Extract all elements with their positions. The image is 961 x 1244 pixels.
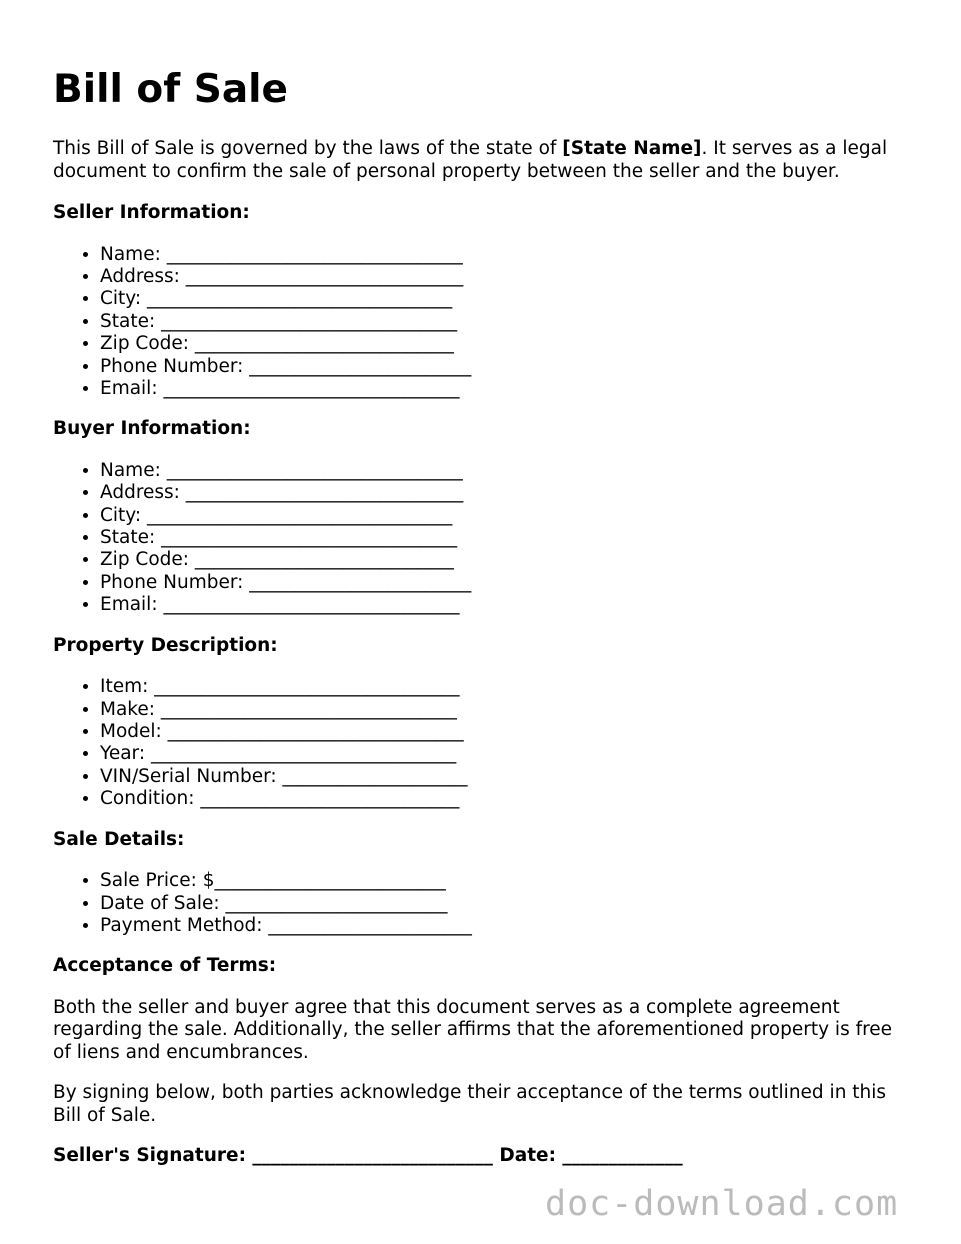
buyer-state-field: • State: ________________________________ — [100, 527, 913, 549]
buyer-name-field: • Name: ________________________________ — [100, 460, 913, 482]
seller-signature-line: Seller's Signature: __________________________ Date: _____________ — [53, 1145, 683, 1167]
seller-phone-field: • Phone Number: ________________________ — [100, 356, 913, 378]
acceptance-heading: Acceptance of Terms: — [53, 955, 277, 977]
buyer-phone-field: • Phone Number: ________________________ — [100, 572, 913, 594]
property-condition-field: • Condition: ____________________________ — [100, 788, 913, 810]
sale-list — [53, 870, 913, 937]
document-page — [53, 66, 913, 1168]
property-year-field: • Year: _________________________________ — [100, 743, 913, 765]
sale-date-field: • Date of Sale: ________________________ — [100, 893, 913, 915]
property-make-field: • Make: ________________________________ — [100, 699, 913, 721]
seller-name-field: • Name: ________________________________ — [100, 244, 913, 266]
watermark: doc-download.com — [545, 1184, 899, 1224]
buyer-address-field: • Address: ______________________________ — [100, 482, 913, 504]
buyer-zip-field: • Zip Code: ____________________________ — [100, 549, 913, 571]
sale-price-field: • Sale Price: $_________________________ — [100, 870, 913, 892]
state-name-placeholder: [State Name] — [562, 138, 702, 159]
intro-text-after: . It serves as a legal document to confirm the sale of personal property between the seller and the buyer. — [53, 138, 888, 182]
buyer-heading: Buyer Information: — [53, 418, 251, 440]
signing-paragraph: By signing below, both parties acknowledge their acceptance of the terms outlined in this Bill of Sale. — [53, 1082, 887, 1126]
seller-address-field: • Address: ______________________________ — [100, 266, 913, 288]
buyer-email-field: • Email: ________________________________ — [100, 594, 913, 616]
payment-method-field: • Payment Method: ______________________ — [100, 915, 913, 937]
buyer-city-field: • City: _________________________________ — [100, 505, 913, 527]
acceptance-paragraph: Both the seller and buyer agree that this document serves as a complete agreement regarding the sale. Additionally, the seller affirms that the aforementioned property is free of liens and encumbrances. — [53, 996, 893, 1063]
property-heading: Property Description: — [53, 634, 278, 656]
seller-list — [53, 244, 913, 401]
seller-city-field: • City: _________________________________ — [100, 288, 913, 310]
intro-text-before: This Bill of Sale is governed by the laws of the state of — [53, 138, 563, 159]
property-item-field: • Item: _________________________________ — [100, 676, 913, 698]
property-list — [53, 676, 913, 810]
seller-state-field: • State: ________________________________ — [100, 311, 913, 333]
intro-paragraph — [53, 138, 913, 183]
property-model-field: • Model: ________________________________ — [100, 721, 913, 743]
seller-zip-field: • Zip Code: ____________________________ — [100, 333, 913, 355]
property-vin-field: • VIN/Serial Number: ____________________ — [100, 766, 913, 788]
seller-email-field: • Email: ________________________________ — [100, 378, 913, 400]
seller-heading: Seller Information: — [53, 202, 250, 223]
buyer-list — [53, 460, 913, 617]
sale-heading: Sale Details: — [53, 828, 185, 850]
page-title: Bill of Sale — [53, 67, 288, 112]
